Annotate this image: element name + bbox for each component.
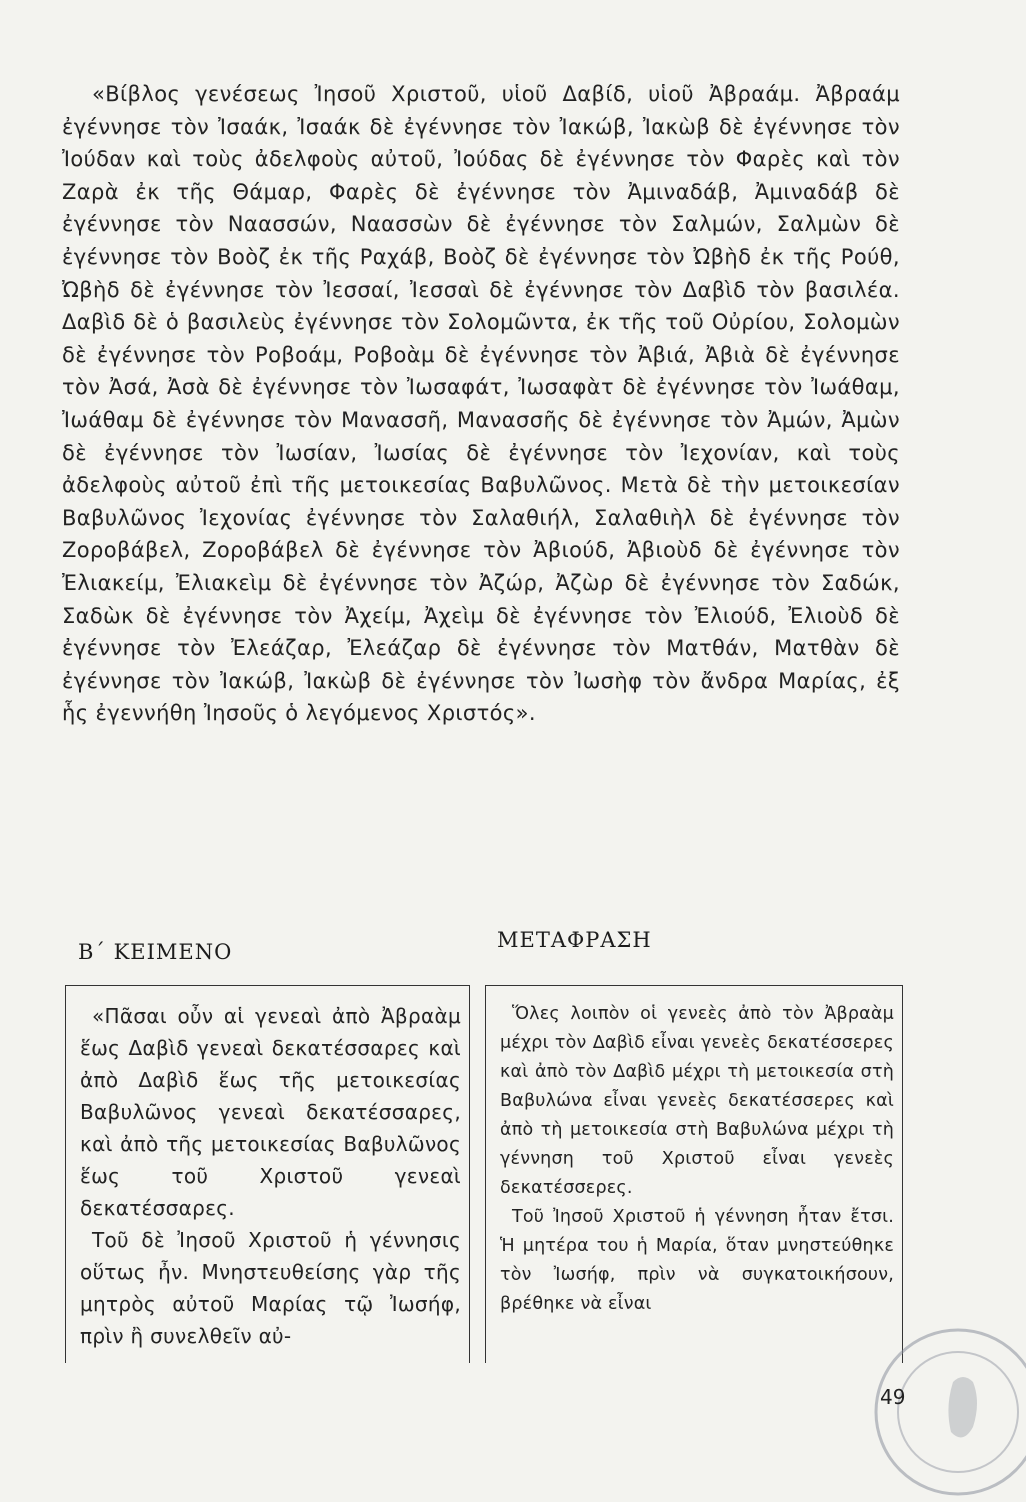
library-stamp-icon <box>868 1322 1026 1502</box>
left-column-heading: Β΄ ΚΕΙΜΕΝΟ <box>78 940 233 964</box>
genealogy-paragraph: «Βίβλος γενέσεως Ἰησοῦ Χριστοῦ, υἱοῦ Δαβίδ, υἱοῦ Ἀβραάμ. Ἀβραάμ ἐγέννησε τὸν Ἰσαάκ, Ἰσαάκ δὲ ἐγέννησε τὸν Ἰακώβ, Ἰακὼβ δὲ ἐγέννησε τὸν Ἰούδαν καὶ τοὺς ἀδελφοὺς αὐτοῦ, Ἰούδας δὲ ἐγέννησε τὸν Φαρὲς καὶ τὸν Ζαρὰ ἐκ τῆς Θάμαρ, Φαρὲς δὲ ἐγέννησε τὸν Ἀμιναδάβ, Ἀμιναδάβ δὲ ἐγέννησε τὸν Ναασσών, Ναασσὼν δὲ ἐγέννησε τὸν Σαλμών, Σαλμὼν δὲ ἐγέννησε τὸν Βοὸζ ἐκ τῆς Ραχάβ, Βοὸζ δὲ ἐγέννησε τὸν Ὠβὴδ ἐκ τῆς Ρούθ, Ὠβὴδ δὲ ἐγέννησε τὸν Ἰεσσαί, Ἰεσσαὶ δὲ ἐγέννησε τὸν Δαβὶδ τὸν βασιλέα. Δαβὶδ δὲ ὁ βασιλεὺς ἐγέννησε τὸν Σολομῶντα, ἐκ τῆς τοῦ Οὐρίου, Σολομὼν δὲ ἐγέννησε τὸν Ροβοάμ, Ροβοὰμ δὲ ἐγέννησε τὸν Ἀβιά, Ἀβιὰ δὲ ἐγέννησε τὸν Ἀσά, Ἀσὰ δὲ ἐγέννησε τὸν Ἰωσαφάτ, Ἰωσαφὰτ δὲ ἐγέννησε τὸν Ἰωάθαμ, Ἰωάθαμ δὲ ἐγέννησε τὸν Μανασσῆ, Μανασσῆς δὲ ἐγέννησε τὸν Ἀμών, Ἀμὼν δὲ ἐγέννησε τὸν Ἰωσίαν, Ἰωσίας δὲ ἐγέννησε τὸν Ἰεχονίαν, καὶ τοὺς ἀδελφοὺς αὐτοῦ ἐπὶ τῆς μετοικεσίας Βαβυλῶνος. Μετὰ δὲ τὴν μετοικεσίαν Βαβυλῶνος Ἰεχονίας ἐγέννησε τὸν Σαλαθιήλ, Σαλαθιὴλ δὲ ἐγέννησε τὸν Ζοροβάβελ, Ζοροβάβελ δὲ ἐγέννησε τὸν Ἀβιούδ, Ἀβιοὺδ δὲ ἐγέννησε τὸν Ἐλιακείμ, Ἐλιακεὶμ δὲ ἐγέννησε τὸν Ἀζώρ, Ἀζὼρ δὲ ἐγέννησε τὸν Σαδώκ, Σαδὼκ δὲ ἐγέννησε τὸν Ἀχείμ, Ἀχεὶμ δὲ ἐγέννησε τὸν Ἐλιούδ, Ἐλιοὺδ δὲ ἐγέννησε τὸν Ἐλεάζαρ, Ἐλεάζαρ δὲ ἐγέννησε τὸν Ματθάν, Ματθὰν δὲ ἐγέννησε τὸν Ἰακώβ, Ἰακὼβ δὲ ἐγέννησε τὸν Ἰωσὴφ τὸν ἄνδρα Μαρίας, ἐξ ἧς ἐγεννήθη Ἰησοῦς ὁ λεγόμενος Χριστός». <box>62 82 900 726</box>
translation-box <box>485 985 903 1363</box>
original-text-paragraph-2: Τοῦ δὲ Ἰησοῦ Χριστοῦ ἡ γέννησις οὕτως ἦν. Μνηστευθείσης γὰρ τῆς μητρὸς αὐτοῦ Μαρίας τῷ Ἰωσήφ, πρὶν ἢ συνελθεῖν αὐ- <box>80 1228 461 1348</box>
translation-paragraph-1: Ὅλες λοιπὸν οἱ γενεὲς ἀπὸ τὸν Ἀβραὰμ μέχρι τὸν Δαβὶδ εἶναι γενεὲς δεκατέσσερες καὶ ἀπὸ τὸν Δαβὶδ μέχρι τὴ μετοικεσία στὴ Βαβυλώνα εἶναι γενεὲς δεκατέσσερες καὶ ἀπὸ τὴ μετοικεσία στὴ Βαβυλώνα μέχρι τὴ γέννηση τοῦ Χριστοῦ εἶναι γενεὲς δεκατέσσερες. <box>500 1004 894 1198</box>
original-text-paragraph-1: «Πᾶσαι οὖν αἱ γενεαὶ ἀπὸ Ἀβραὰμ ἕως Δαβὶδ γενεαὶ δεκατέσσαρες καὶ ἀπὸ Δαβὶδ ἕως τῆς μετοικεσίας Βαβυλῶνος γενεαὶ δεκατέσσαρες, καὶ ἀπὸ τῆς μετοικεσίας Βαβυλῶνος ἕως τοῦ Χριστοῦ γενεαὶ δεκατέσσαρες. <box>80 1004 461 1220</box>
translation-paragraph-2: Τοῦ Ἰησοῦ Χριστοῦ ἡ γέννηση ἦταν ἔτσι. Ἡ μητέρα του ἡ Μαρία, ὅταν μνηστεύθηκε τὸν Ἰωσήφ, πρὶν νὰ συγκατοικήσουν, βρέθηκε νὰ εἶναι <box>500 1207 894 1314</box>
original-text-box <box>65 985 470 1363</box>
genealogy-passage <box>62 78 900 730</box>
page-number: 49 <box>880 1385 906 1409</box>
right-column-heading: ΜΕΤΑΦΡΑΣΗ <box>497 928 652 952</box>
